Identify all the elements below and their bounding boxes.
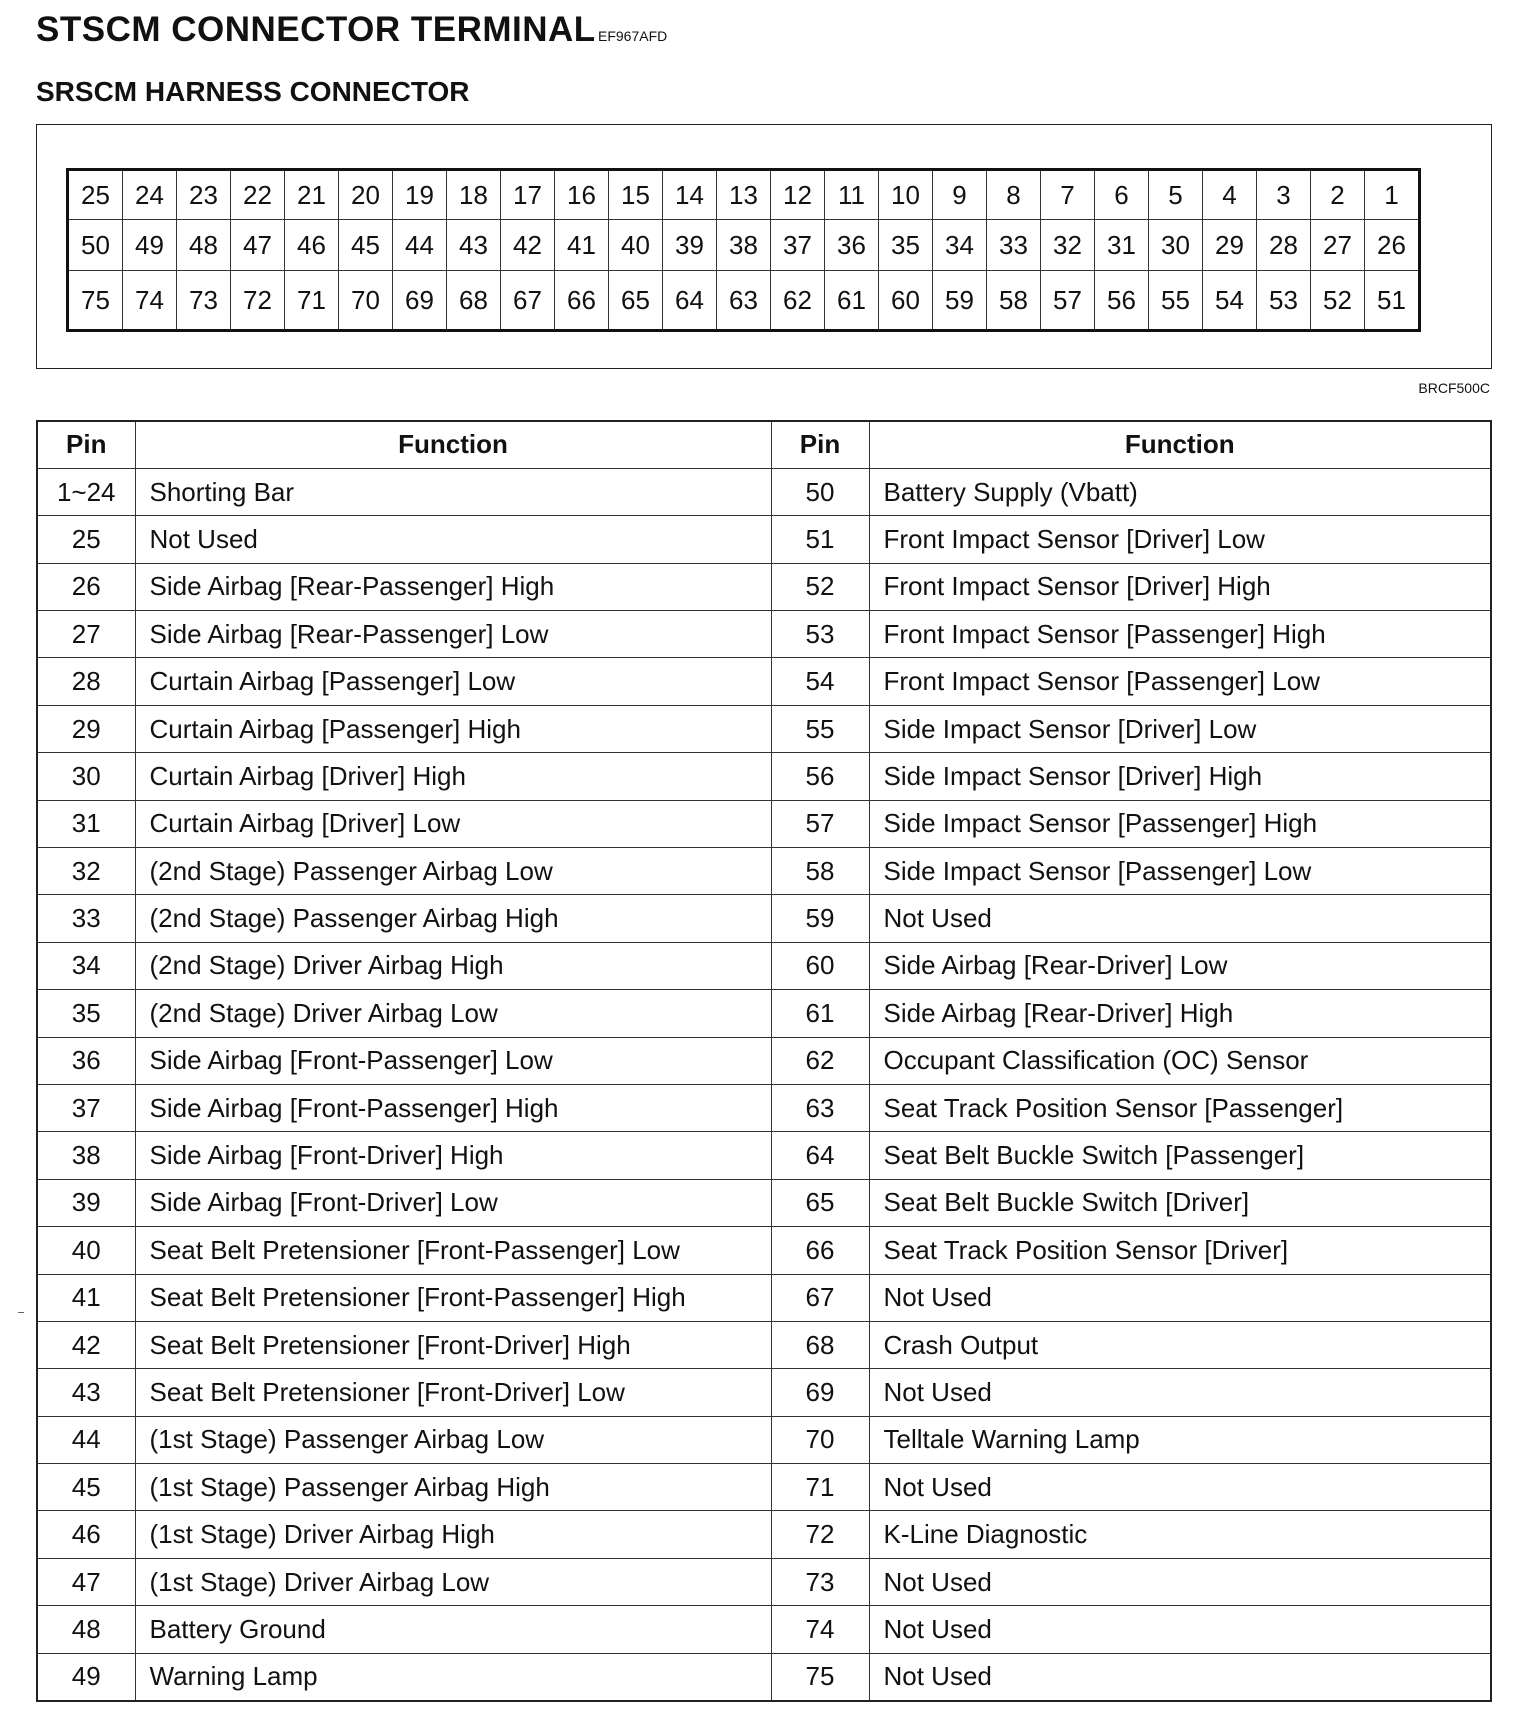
function-left-cell: Side Airbag [Front-Passenger] High xyxy=(135,1084,771,1131)
connector-pin: 9 xyxy=(933,170,987,220)
connector-pin: 37 xyxy=(771,220,825,271)
pin-left-cell: 45 xyxy=(37,1464,135,1511)
connector-pin: 52 xyxy=(1311,271,1365,331)
connector-pin: 18 xyxy=(447,170,501,220)
pin-right-cell: 60 xyxy=(771,942,869,989)
connector-pin: 40 xyxy=(609,220,663,271)
table-row xyxy=(37,1511,1491,1558)
function-right-cell: Battery Supply (Vbatt) xyxy=(869,468,1491,515)
connector-pin: 30 xyxy=(1149,220,1203,271)
pin-function-table xyxy=(36,420,1492,1702)
function-right-cell: Seat Belt Buckle Switch [Driver] xyxy=(869,1179,1491,1226)
connector-pin: 59 xyxy=(933,271,987,331)
function-right-cell: K-Line Diagnostic xyxy=(869,1511,1491,1558)
connector-pin: 44 xyxy=(393,220,447,271)
function-right-cell: Side Airbag [Rear-Driver] Low xyxy=(869,942,1491,989)
table-row xyxy=(37,1606,1491,1653)
connector-pin-row xyxy=(68,170,1420,220)
connector-pin: 60 xyxy=(879,271,933,331)
pin-right-cell: 70 xyxy=(771,1416,869,1463)
function-right-cell: Not Used xyxy=(869,895,1491,942)
connector-pin: 16 xyxy=(555,170,609,220)
connector-pin: 58 xyxy=(987,271,1041,331)
scan-mark xyxy=(18,1312,24,1313)
function-left-cell: Battery Ground xyxy=(135,1606,771,1653)
connector-pin: 20 xyxy=(339,170,393,220)
function-left-cell: (1st Stage) Passenger Airbag High xyxy=(135,1464,771,1511)
pin-left-cell: 40 xyxy=(37,1227,135,1274)
function-right-cell: Front Impact Sensor [Driver] High xyxy=(869,563,1491,610)
connector-pin: 62 xyxy=(771,271,825,331)
connector-pin: 63 xyxy=(717,271,771,331)
connector-pin: 4 xyxy=(1203,170,1257,220)
pin-right-cell: 52 xyxy=(771,563,869,610)
pin-right-cell: 54 xyxy=(771,658,869,705)
connector-pin-row xyxy=(68,271,1420,331)
function-left-cell: Side Airbag [Rear-Passenger] Low xyxy=(135,611,771,658)
function-right-cell: Front Impact Sensor [Passenger] High xyxy=(869,611,1491,658)
connector-pin: 21 xyxy=(285,170,339,220)
pin-left-cell: 44 xyxy=(37,1416,135,1463)
function-right-cell: Side Impact Sensor [Driver] Low xyxy=(869,705,1491,752)
pin-left-cell: 26 xyxy=(37,563,135,610)
function-right-cell: Occupant Classification (OC) Sensor xyxy=(869,1037,1491,1084)
table-row xyxy=(37,1132,1491,1179)
pin-right-cell: 55 xyxy=(771,705,869,752)
title-code: EF967AFD xyxy=(598,28,668,44)
pin-right-cell: 59 xyxy=(771,895,869,942)
connector-pin: 75 xyxy=(68,271,123,331)
pin-left-cell: 46 xyxy=(37,1511,135,1558)
pin-left-cell: 34 xyxy=(37,942,135,989)
connector-pin: 39 xyxy=(663,220,717,271)
pin-right-cell: 69 xyxy=(771,1369,869,1416)
pin-right-cell: 65 xyxy=(771,1179,869,1226)
table-row xyxy=(37,705,1491,752)
function-left-cell: Side Airbag [Front-Driver] Low xyxy=(135,1179,771,1226)
connector-pin: 46 xyxy=(285,220,339,271)
connector-pin: 61 xyxy=(825,271,879,331)
connector-pin: 72 xyxy=(231,271,285,331)
function-left-cell: (1st Stage) Passenger Airbag Low xyxy=(135,1416,771,1463)
connector-pin: 17 xyxy=(501,170,555,220)
function-left-cell: Side Airbag [Front-Driver] High xyxy=(135,1132,771,1179)
pin-right-cell: 75 xyxy=(771,1653,869,1700)
table-row xyxy=(37,1416,1491,1463)
table-row xyxy=(37,1084,1491,1131)
pin-left-cell: 35 xyxy=(37,990,135,1037)
connector-pin: 7 xyxy=(1041,170,1095,220)
connector-pin: 57 xyxy=(1041,271,1095,331)
connector-pin: 29 xyxy=(1203,220,1257,271)
function-right-cell: Front Impact Sensor [Passenger] Low xyxy=(869,658,1491,705)
connector-pin: 66 xyxy=(555,271,609,331)
table-row xyxy=(37,1227,1491,1274)
function-left-cell: Curtain Airbag [Passenger] High xyxy=(135,705,771,752)
pin-right-cell: 67 xyxy=(771,1274,869,1321)
function-right-cell: Side Airbag [Rear-Driver] High xyxy=(869,990,1491,1037)
pin-left-cell: 47 xyxy=(37,1558,135,1605)
pin-right-cell: 66 xyxy=(771,1227,869,1274)
pin-right-cell: 53 xyxy=(771,611,869,658)
connector-pin: 56 xyxy=(1095,271,1149,331)
pin-left-cell: 28 xyxy=(37,658,135,705)
connector-pin: 10 xyxy=(879,170,933,220)
connector-pin: 38 xyxy=(717,220,771,271)
pin-right-cell: 51 xyxy=(771,516,869,563)
table-row xyxy=(37,516,1491,563)
connector-pin: 5 xyxy=(1149,170,1203,220)
function-right-cell: Seat Track Position Sensor [Passenger] xyxy=(869,1084,1491,1131)
connector-pin: 11 xyxy=(825,170,879,220)
function-left-cell: (2nd Stage) Passenger Airbag Low xyxy=(135,848,771,895)
function-left-cell: Curtain Airbag [Passenger] Low xyxy=(135,658,771,705)
pin-left-cell: 49 xyxy=(37,1653,135,1700)
table-row xyxy=(37,1558,1491,1605)
table-row xyxy=(37,1274,1491,1321)
connector-pin: 67 xyxy=(501,271,555,331)
connector-pin: 24 xyxy=(123,170,177,220)
function-right-cell: Seat Belt Buckle Switch [Passenger] xyxy=(869,1132,1491,1179)
function-right-cell: Not Used xyxy=(869,1274,1491,1321)
connector-pin: 51 xyxy=(1365,271,1420,331)
table-row xyxy=(37,1179,1491,1226)
function-right-cell: Not Used xyxy=(869,1558,1491,1605)
function-right-cell: Side Impact Sensor [Driver] High xyxy=(869,753,1491,800)
connector-pin: 3 xyxy=(1257,170,1311,220)
function-right-cell: Telltale Warning Lamp xyxy=(869,1416,1491,1463)
table-row xyxy=(37,611,1491,658)
function-left-cell: Side Airbag [Front-Passenger] Low xyxy=(135,1037,771,1084)
pin-left-cell: 32 xyxy=(37,848,135,895)
function-left-cell: Curtain Airbag [Driver] Low xyxy=(135,800,771,847)
pin-left-cell: 29 xyxy=(37,705,135,752)
header-function-right: Function xyxy=(869,421,1491,468)
connector-pin: 27 xyxy=(1311,220,1365,271)
connector-pin: 28 xyxy=(1257,220,1311,271)
pin-left-cell: 48 xyxy=(37,1606,135,1653)
connector-pin: 22 xyxy=(231,170,285,220)
connector-pin: 45 xyxy=(339,220,393,271)
page-title: STSCM CONNECTOR TERMINAL xyxy=(36,10,596,49)
connector-pin: 54 xyxy=(1203,271,1257,331)
connector-pin: 15 xyxy=(609,170,663,220)
table-row xyxy=(37,753,1491,800)
pin-left-cell: 27 xyxy=(37,611,135,658)
function-right-cell: Front Impact Sensor [Driver] Low xyxy=(869,516,1491,563)
connector-pin: 65 xyxy=(609,271,663,331)
function-right-cell: Crash Output xyxy=(869,1321,1491,1368)
pin-right-cell: 62 xyxy=(771,1037,869,1084)
connector-pin: 1 xyxy=(1365,170,1420,220)
connector-pin: 41 xyxy=(555,220,609,271)
connector-pin: 53 xyxy=(1257,271,1311,331)
pin-right-cell: 71 xyxy=(771,1464,869,1511)
connector-pin: 25 xyxy=(68,170,123,220)
function-left-cell: Warning Lamp xyxy=(135,1653,771,1700)
function-left-cell: Curtain Airbag [Driver] High xyxy=(135,753,771,800)
function-right-cell: Seat Track Position Sensor [Driver] xyxy=(869,1227,1491,1274)
connector-pin: 34 xyxy=(933,220,987,271)
pin-right-cell: 61 xyxy=(771,990,869,1037)
function-left-cell: Seat Belt Pretensioner [Front-Passenger] High xyxy=(135,1274,771,1321)
header-pin-left: Pin xyxy=(37,421,135,468)
connector-pin: 71 xyxy=(285,271,339,331)
connector-pin: 14 xyxy=(663,170,717,220)
pin-left-cell: 31 xyxy=(37,800,135,847)
connector-pin-layout xyxy=(66,168,1421,332)
table-row xyxy=(37,1321,1491,1368)
function-left-cell: Not Used xyxy=(135,516,771,563)
pin-left-cell: 38 xyxy=(37,1132,135,1179)
pin-left-cell: 37 xyxy=(37,1084,135,1131)
table-row xyxy=(37,658,1491,705)
connector-pin: 26 xyxy=(1365,220,1420,271)
connector-pin: 12 xyxy=(771,170,825,220)
function-right-cell: Not Used xyxy=(869,1369,1491,1416)
connector-pin: 33 xyxy=(987,220,1041,271)
connector-pin: 36 xyxy=(825,220,879,271)
function-left-cell: (1st Stage) Driver Airbag Low xyxy=(135,1558,771,1605)
table-row xyxy=(37,1369,1491,1416)
pin-right-cell: 64 xyxy=(771,1132,869,1179)
table-row xyxy=(37,895,1491,942)
pin-right-cell: 58 xyxy=(771,848,869,895)
connector-pin: 19 xyxy=(393,170,447,220)
pin-right-cell: 63 xyxy=(771,1084,869,1131)
pin-left-cell: 43 xyxy=(37,1369,135,1416)
section-subtitle: SRSCM HARNESS CONNECTOR xyxy=(36,76,470,107)
connector-pin: 50 xyxy=(68,220,123,271)
table-header-row xyxy=(37,421,1491,468)
pin-right-cell: 73 xyxy=(771,1558,869,1605)
connector-pin: 42 xyxy=(501,220,555,271)
connector-pin: 35 xyxy=(879,220,933,271)
pin-right-cell: 50 xyxy=(771,468,869,515)
pin-right-cell: 68 xyxy=(771,1321,869,1368)
pin-left-cell: 39 xyxy=(37,1179,135,1226)
function-right-cell: Side Impact Sensor [Passenger] High xyxy=(869,800,1491,847)
connector-pin: 49 xyxy=(123,220,177,271)
connector-pin: 8 xyxy=(987,170,1041,220)
table-row xyxy=(37,848,1491,895)
connector-pin: 74 xyxy=(123,271,177,331)
table-row xyxy=(37,1464,1491,1511)
function-left-cell: Shorting Bar xyxy=(135,468,771,515)
header-pin-right: Pin xyxy=(771,421,869,468)
pin-left-cell: 25 xyxy=(37,516,135,563)
pin-left-cell: 30 xyxy=(37,753,135,800)
function-right-cell: Not Used xyxy=(869,1464,1491,1511)
table-row xyxy=(37,468,1491,515)
connector-pin: 2 xyxy=(1311,170,1365,220)
function-left-cell: Seat Belt Pretensioner [Front-Driver] High xyxy=(135,1321,771,1368)
function-left-cell: Side Airbag [Rear-Passenger] High xyxy=(135,563,771,610)
connector-pin: 31 xyxy=(1095,220,1149,271)
connector-pin: 69 xyxy=(393,271,447,331)
connector-pin: 13 xyxy=(717,170,771,220)
function-left-cell: (2nd Stage) Driver Airbag High xyxy=(135,942,771,989)
table-row xyxy=(37,800,1491,847)
connector-pin: 70 xyxy=(339,271,393,331)
connector-pin: 73 xyxy=(177,271,231,331)
pin-right-cell: 72 xyxy=(771,1511,869,1558)
connector-pin: 47 xyxy=(231,220,285,271)
connector-pin: 23 xyxy=(177,170,231,220)
connector-pin: 6 xyxy=(1095,170,1149,220)
function-left-cell: (2nd Stage) Passenger Airbag High xyxy=(135,895,771,942)
connector-pin: 32 xyxy=(1041,220,1095,271)
function-right-cell: Not Used xyxy=(869,1653,1491,1700)
connector-pin: 48 xyxy=(177,220,231,271)
pin-left-cell: 36 xyxy=(37,1037,135,1084)
figure-code: BRCF500C xyxy=(1418,380,1490,396)
connector-pin: 55 xyxy=(1149,271,1203,331)
function-right-cell: Side Impact Sensor [Passenger] Low xyxy=(869,848,1491,895)
pin-left-cell: 41 xyxy=(37,1274,135,1321)
function-left-cell: (1st Stage) Driver Airbag High xyxy=(135,1511,771,1558)
pin-left-cell: 1~24 xyxy=(37,468,135,515)
pin-right-cell: 56 xyxy=(771,753,869,800)
pin-left-cell: 42 xyxy=(37,1321,135,1368)
function-left-cell: Seat Belt Pretensioner [Front-Driver] Low xyxy=(135,1369,771,1416)
function-left-cell: Seat Belt Pretensioner [Front-Passenger] Low xyxy=(135,1227,771,1274)
header-function-left: Function xyxy=(135,421,771,468)
pin-left-cell: 33 xyxy=(37,895,135,942)
function-left-cell: (2nd Stage) Driver Airbag Low xyxy=(135,990,771,1037)
pin-right-cell: 57 xyxy=(771,800,869,847)
pin-right-cell: 74 xyxy=(771,1606,869,1653)
function-right-cell: Not Used xyxy=(869,1606,1491,1653)
table-row xyxy=(37,990,1491,1037)
table-row xyxy=(37,1037,1491,1084)
table-row xyxy=(37,1653,1491,1700)
connector-pin: 68 xyxy=(447,271,501,331)
table-row xyxy=(37,942,1491,989)
connector-pin-row xyxy=(68,220,1420,271)
connector-pin: 64 xyxy=(663,271,717,331)
connector-pin: 43 xyxy=(447,220,501,271)
table-row xyxy=(37,563,1491,610)
